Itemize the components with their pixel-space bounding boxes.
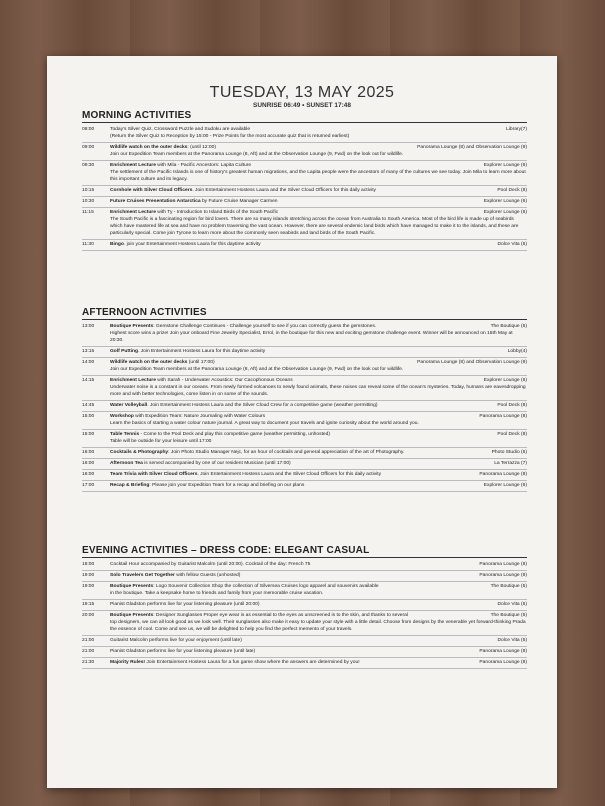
row-time: 08:00 bbox=[82, 127, 95, 132]
schedule-row bbox=[82, 376, 527, 401]
row-main-line bbox=[110, 188, 376, 193]
activity-name: Boutique Presents bbox=[110, 584, 154, 589]
row-time: 14:45 bbox=[82, 403, 95, 408]
row-main-line bbox=[110, 450, 404, 455]
activity-name: Solo Travelers Get Together bbox=[110, 573, 175, 578]
schedule-row bbox=[82, 560, 527, 571]
activity-text: is served accompanied by one of our resident Musician (until 17:00) bbox=[142, 461, 291, 466]
schedule-row bbox=[82, 600, 527, 611]
activity-text: by Future Cruise Manager Carmen bbox=[200, 199, 278, 204]
row-body bbox=[110, 612, 527, 633]
activity-text: with Ty - Introduction to Island Birds of the South Pacific bbox=[155, 210, 279, 215]
row-body bbox=[110, 583, 527, 597]
row-main-line bbox=[110, 378, 293, 383]
activity-name: Future Cruises Presentation Antarctica bbox=[110, 199, 201, 204]
row-main-line bbox=[110, 483, 304, 488]
row-time: 15:00 bbox=[82, 414, 95, 419]
row-main-line bbox=[110, 613, 408, 618]
activity-text: . Join Entertainment Hostess Laura and the Silver Cloud Officers for this daily activity bbox=[197, 472, 382, 477]
row-time: 19:15 bbox=[82, 602, 95, 607]
row-body bbox=[110, 241, 527, 248]
row-main-line bbox=[110, 584, 379, 589]
row-body bbox=[110, 572, 527, 579]
row-main-line bbox=[110, 461, 291, 466]
activity-location: Library(7) bbox=[506, 127, 527, 132]
row-body bbox=[110, 377, 527, 398]
schedule-row bbox=[82, 161, 527, 186]
row-time: 09:00 bbox=[82, 145, 95, 150]
activity-location: Dolce Vita (5) bbox=[497, 638, 527, 643]
schedule-row bbox=[82, 240, 527, 251]
activity-text: : Logo Souvenir Collection Shop the collection of Silversea Cruises logo apparel and souvenirs available bbox=[153, 584, 379, 589]
activity-text: . Join Entertainment Hostess Laura and the Silver Cloud Officers for this daily activity bbox=[192, 188, 377, 193]
activity-location: Panorama Lounge (8) bbox=[479, 472, 527, 477]
row-body bbox=[110, 198, 527, 205]
row-body bbox=[110, 348, 527, 355]
morning-section bbox=[82, 110, 527, 251]
activity-description: Join our Expedition Team members at the Panorama Lounge (8, Aft) and at the Observation Lounge (9, Fwd) on the look out for wildlife. bbox=[110, 367, 404, 372]
activity-location: Panorama Lounge (8) bbox=[479, 414, 527, 419]
row-main-line bbox=[110, 210, 278, 215]
afternoon-rows bbox=[82, 322, 527, 492]
activity-text: Today's Silver Quiz, Crossword Puzzle and Sudoku are available bbox=[110, 127, 251, 132]
schedule-row bbox=[82, 481, 527, 492]
activity-location: Panorama Lounge (8) bbox=[479, 660, 527, 665]
row-time: 21:00 bbox=[82, 649, 95, 654]
section-title: EVENING ACTIVITIES – DRESS CODE: ELEGANT CASUAL bbox=[82, 545, 527, 558]
schedule-row bbox=[82, 571, 527, 582]
row-body bbox=[110, 126, 527, 140]
activity-location: The Boutique (5) bbox=[490, 613, 527, 618]
activity-text: Guitarist Malcolm performs live for your enjoyment (until late) bbox=[110, 638, 242, 643]
activity-location: Panorama Lounge (8) bbox=[479, 573, 527, 578]
schedule-row bbox=[82, 322, 527, 347]
schedule-row bbox=[82, 611, 527, 636]
row-main-line bbox=[110, 602, 260, 607]
schedule-row bbox=[82, 186, 527, 197]
row-body bbox=[110, 601, 527, 608]
activity-description: Table will be outside for your leisure until 17:00 bbox=[110, 439, 212, 444]
activity-location: Pool Deck (8) bbox=[497, 432, 527, 437]
sunrise-sunset: SUNRISE 06:49 • SUNSET 17:48 bbox=[252, 102, 351, 109]
activity-name: Boutique Presents bbox=[110, 324, 154, 329]
schedule-row bbox=[82, 208, 527, 240]
activity-text: Pianist Gladston performs live for your listening pleasure (until 20:00) bbox=[110, 602, 260, 607]
morning-rows bbox=[82, 125, 527, 251]
activity-text: Cocktail Hour accompanied by Guitarist Malcolm (until 20:00). Cocktail of the day: French 75 bbox=[110, 562, 311, 567]
activity-location: Lobby(4) bbox=[507, 349, 527, 354]
row-body bbox=[110, 482, 527, 489]
row-main-line bbox=[110, 573, 240, 578]
activity-name: Recap & Briefing bbox=[110, 483, 150, 488]
row-time: 19:00 bbox=[82, 584, 95, 589]
row-main-line bbox=[110, 649, 255, 654]
row-time: 21:30 bbox=[82, 660, 95, 665]
row-body bbox=[110, 162, 527, 183]
row-main-line bbox=[110, 199, 278, 204]
row-main-line bbox=[110, 432, 330, 437]
schedule-row bbox=[82, 358, 527, 376]
activity-name: Enrichment Lecture bbox=[110, 163, 156, 168]
activity-location: Photo Studio (5) bbox=[491, 450, 527, 455]
activity-text: . Join Entertainment Hostess Laura and the Silver Cloud Crew for a competitive game (weather permitting) bbox=[147, 403, 378, 408]
schedule-row bbox=[82, 401, 527, 412]
activity-name: Workshop bbox=[110, 414, 134, 419]
row-main-line bbox=[110, 360, 215, 365]
activity-description: (Return the Silver Quiz to Reception by 15:00 - Prize Points for the most accurate quiz that is returned earliest) bbox=[110, 134, 350, 139]
activity-location: Explorer Lounge (6) bbox=[483, 210, 527, 215]
schedule-row bbox=[82, 448, 527, 459]
schedule-row bbox=[82, 470, 527, 481]
schedule-row bbox=[82, 143, 527, 161]
schedule-row bbox=[82, 459, 527, 470]
row-time: 10:30 bbox=[82, 199, 95, 204]
row-main-line bbox=[110, 562, 310, 567]
schedule-row bbox=[82, 125, 527, 143]
activity-text: with Expedition Team: Nature Journaling with Water Colours bbox=[133, 414, 266, 419]
row-main-line bbox=[110, 472, 381, 477]
activity-text: . Join Entertainment Hostess Laura for this daytime activity bbox=[137, 349, 266, 354]
activity-name: Wildlife watch on the outer decks bbox=[110, 360, 188, 365]
row-main-line bbox=[110, 660, 360, 665]
row-body bbox=[110, 637, 527, 644]
activity-text: : Gemstone Challenge Continues - Challenge yourself to see if you can correctly guess the gemstones. bbox=[153, 324, 377, 329]
activity-name: Majority Rules! bbox=[110, 660, 146, 665]
row-time: 15:00 bbox=[82, 432, 95, 437]
schedule-row bbox=[82, 347, 527, 358]
row-main-line bbox=[110, 638, 242, 643]
row-time: 18:00 bbox=[82, 562, 95, 567]
activity-description: top designers, we can all look good as we look well. Their sunglasses also make it easy to update your style with a little detail. Choose from designs by the venerable yet forward-thinking Prada the essence of cool. Come and see us, we will be delighted to help you find the perfect memento of your travels. bbox=[110, 620, 526, 632]
row-main-line bbox=[110, 403, 377, 408]
schedule-row bbox=[82, 430, 527, 448]
activity-text: Pianist Gladston performs live for your listening pleasure (until late) bbox=[110, 649, 256, 654]
row-body bbox=[110, 413, 527, 427]
row-time: 11:15 bbox=[82, 210, 94, 215]
activity-name: Enrichment Lecture bbox=[110, 378, 156, 383]
activity-text: : Designer Sunglasses Proper eye wear is as essential to the eyes as unscreened is to the skin, and thanks to several bbox=[153, 613, 408, 618]
activity-description: Underwater noise is a constant in our oceans. From newly formed volcanoes to newly found animals, these noises can reveal some of the ocean's mysteries. Today, humans are eavesdropping more and with better technologies, come listen in on some of the sounds. bbox=[110, 385, 526, 397]
activity-name: Water Volleyball bbox=[110, 403, 148, 408]
row-time: 13:00 bbox=[82, 324, 95, 329]
activity-description: in the boutique. Take a keepsake home to friends and family from your memorable cruise vacation. bbox=[110, 591, 324, 596]
row-time: 14:00 bbox=[82, 360, 95, 365]
row-main-line bbox=[110, 414, 265, 419]
activity-text: - Come to the Pool Deck and play this competitive game (weather permitting, unhosted) bbox=[139, 432, 330, 437]
activity-name: Boutique Presents bbox=[110, 613, 154, 618]
activity-text: Join Entertainment Hostess Laura for a fun game show where the answers are determined by you! bbox=[145, 660, 360, 665]
activity-name: Wildlife watch on the outer decks bbox=[110, 145, 188, 150]
row-time: 17:00 bbox=[82, 483, 95, 488]
row-time: 16:00 bbox=[82, 461, 95, 466]
activity-text: . join your Entertainment Hostess Laura for this daytime activity bbox=[123, 242, 261, 247]
row-body bbox=[110, 648, 527, 655]
activity-description: The South Pacific is a fascinating region for bird lovers. There are so many islands stretching across the ocean from Australia to South America. Most of the bird life is made up of seabirds which have mastered life at sea and have no problem traversing the vast ocean. However, there are several endemic land birds which have managed to make it to the islands, and these are particularly special. Come join Tyrone to learn more about the commonly seen seabirds and land birds of the South Pacific. bbox=[110, 217, 519, 236]
activity-text: with Mila - Pacific Ancestors: Lapita Culture bbox=[155, 163, 252, 168]
row-body bbox=[110, 449, 527, 456]
row-main-line bbox=[110, 145, 216, 150]
activity-location: The Boutique (5) bbox=[490, 584, 527, 589]
schedule-row bbox=[82, 197, 527, 208]
row-body bbox=[110, 471, 527, 478]
section-title: MORNING ACTIVITIES bbox=[82, 110, 527, 123]
activity-text: with Sarah - Underwater Acoustics: Our Cacophonous Oceans bbox=[155, 378, 293, 383]
activity-location: Panorama Lounge (8) and Observation Lounge (9) bbox=[417, 360, 527, 365]
row-time: 21:00 bbox=[82, 638, 95, 643]
date-title: TUESDAY, 13 MAY 2025 bbox=[209, 84, 395, 101]
activity-location: Panorama Lounge (8) bbox=[479, 562, 527, 567]
activity-description: The settlement of the Pacific Islands is one of history's greatest human migrations, and the Lapita people were the ancestors of many of the cultures we see today. Join Mila to learn more about this important culture and its legacy. bbox=[110, 170, 526, 182]
row-main-line bbox=[110, 324, 376, 329]
activity-description: Learn the basics of starting a water colour nature journal. A great way to document your travels and ignite curiosity about the world around you. bbox=[110, 421, 419, 426]
activity-name: Cocktails & Photography bbox=[110, 450, 169, 455]
activity-location: Panorama Lounge (8) bbox=[479, 649, 527, 654]
activity-location: Pool Deck (8) bbox=[497, 188, 527, 193]
activity-location: Dolce Vita (5) bbox=[497, 242, 527, 247]
schedule-row bbox=[82, 636, 527, 647]
row-time: 09:30 bbox=[82, 163, 95, 168]
row-body bbox=[110, 359, 527, 373]
row-time: 16:00 bbox=[82, 450, 95, 455]
row-time: 10:15 bbox=[82, 188, 95, 193]
activity-text: with fellow Guests (unhosted) bbox=[174, 573, 241, 578]
schedule-row bbox=[82, 582, 527, 600]
activity-location: Explorer Lounge (6) bbox=[483, 483, 527, 488]
row-time: 13:15 bbox=[82, 349, 95, 354]
activity-location: Dolce Vita (5) bbox=[497, 602, 527, 607]
activity-text: (until 17:00) bbox=[187, 360, 215, 365]
row-time: 20:00 bbox=[82, 613, 95, 618]
row-time: 14:15 bbox=[82, 378, 95, 383]
activity-name: Afternoon Tea bbox=[110, 461, 143, 466]
schedule-row bbox=[82, 658, 527, 669]
activity-name: Golf Putting bbox=[110, 349, 138, 354]
evening-rows bbox=[82, 560, 527, 669]
activity-text: : Join Photo Studio Manager Nejc, for an hour of cocktails and general appreciation of the art of Photography. bbox=[168, 450, 405, 455]
row-time: 19:00 bbox=[82, 573, 95, 578]
activity-name: Enrichment Lecture bbox=[110, 210, 156, 215]
activity-location: Panorama Lounge (8) and Observation Lounge (9) bbox=[417, 145, 527, 150]
row-time: 16:00 bbox=[82, 472, 95, 477]
section-title: AFTERNOON ACTIVITIES bbox=[82, 307, 527, 320]
row-main-line bbox=[110, 349, 265, 354]
schedule-row bbox=[82, 412, 527, 430]
row-body bbox=[110, 402, 527, 409]
activity-location: Explorer Lounge (6) bbox=[483, 199, 527, 204]
activity-name: Table Tennis bbox=[110, 432, 140, 437]
row-body bbox=[110, 187, 527, 194]
row-body bbox=[110, 209, 527, 237]
row-body bbox=[110, 659, 527, 666]
row-main-line bbox=[110, 242, 261, 247]
activity-location: La Terrazza (7) bbox=[494, 461, 527, 466]
activity-name: Cornhole with Silver Cloud Officers bbox=[110, 188, 193, 193]
activity-description: Join our Expedition Team members at the Panorama Lounge (8, Aft) and at the Observation Lounge (9, Fwd) on the look out for wildlife. bbox=[110, 152, 404, 157]
activity-location: The Boutique (5) bbox=[490, 324, 527, 329]
activity-description: Highest score wins a prize! Join your onboard Fine Jewelry Specialist, Errol, in the boutique for this new and exciting gemstone challenge event. Winner will be announced on 15th May at 20:30. bbox=[110, 331, 513, 343]
activity-name: Team Trivia with Silver Cloud Officers bbox=[110, 472, 198, 477]
afternoon-section bbox=[82, 307, 527, 492]
activity-name: Bingo bbox=[110, 242, 124, 247]
activity-location: Explorer Lounge (6) bbox=[483, 378, 527, 383]
row-time: 11:30 bbox=[82, 242, 94, 247]
row-body bbox=[110, 460, 527, 467]
schedule-row bbox=[82, 647, 527, 658]
row-main-line bbox=[110, 163, 251, 168]
row-body bbox=[110, 144, 527, 158]
row-body bbox=[110, 323, 527, 344]
daily-program-sheet bbox=[47, 56, 557, 788]
activity-location: Explorer Lounge (6) bbox=[483, 163, 527, 168]
row-body bbox=[110, 431, 527, 445]
activity-location: Pool Deck (8) bbox=[497, 403, 527, 408]
row-main-line bbox=[110, 127, 250, 132]
activity-text: : (until 12:00) bbox=[187, 145, 216, 150]
evening-section bbox=[82, 545, 527, 669]
activity-text: : Please join your Expedition Team for a recap and briefing on our plans bbox=[149, 483, 305, 488]
row-body bbox=[110, 561, 527, 568]
